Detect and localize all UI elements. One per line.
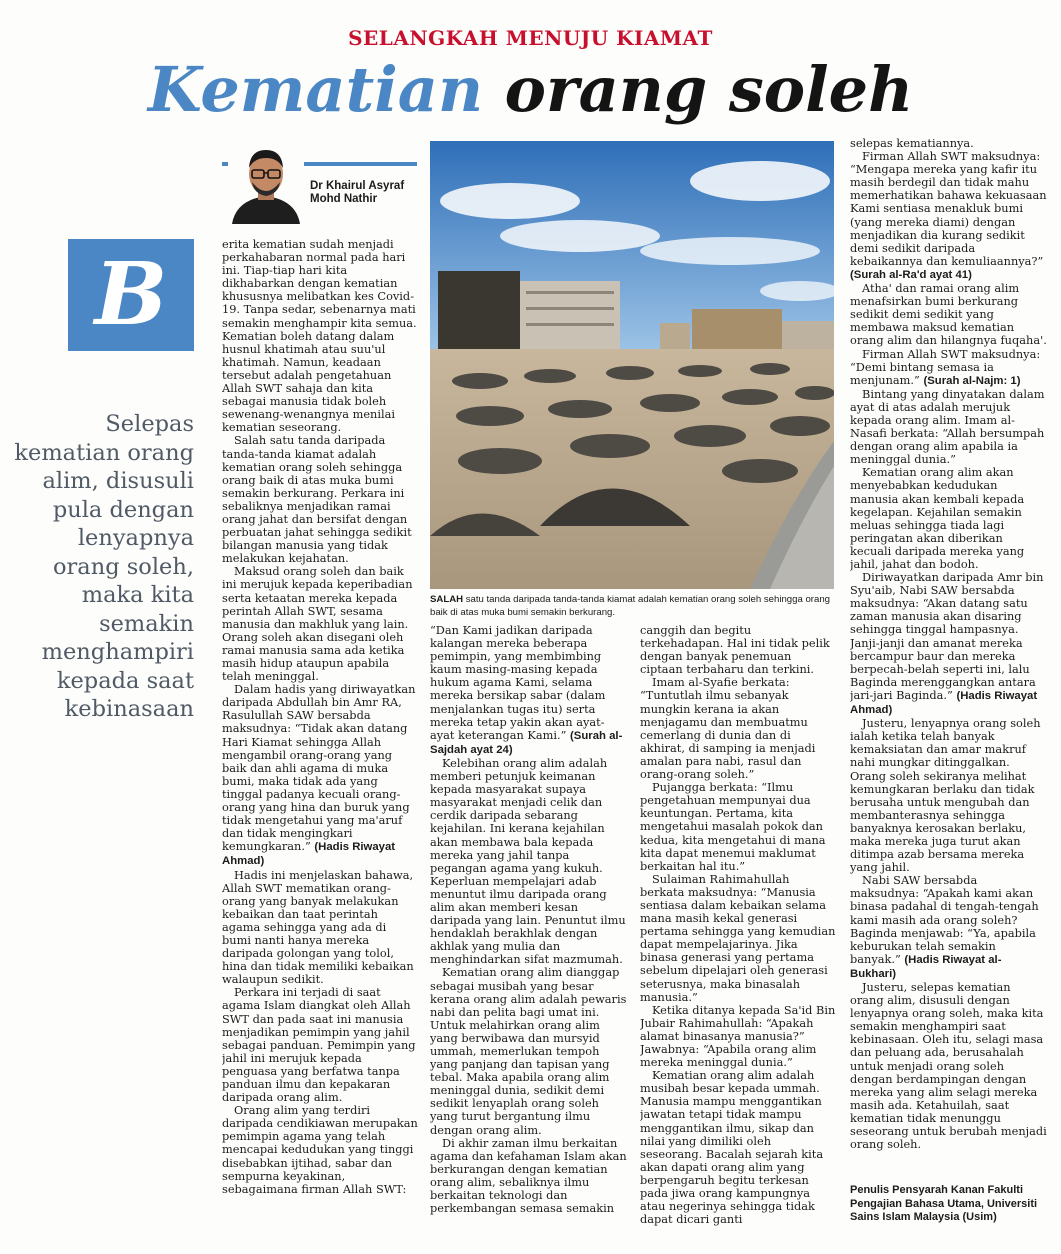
headline-part1: Kematian (147, 53, 484, 126)
hadith-reference: (Hadis Riwayat Ahmad) (222, 841, 396, 868)
paragraph: Maksud orang soleh dan baik ini merujuk kepada keperibadian serta ketaatan mereka kepada perintah Allah SWT, sesama manusia dan makhluk yang lain. Orang soleh akan disegani oleh ramai manusia sama ada ketika masih hidup ataupun apabila telah meninggal. (222, 564, 413, 684)
section-kicker: SELANGKAH MENUJU KIAMAT (348, 26, 713, 50)
paragraph (222, 683, 418, 868)
cemetery-photo (430, 141, 834, 589)
paragraph (850, 571, 1047, 717)
paragraph: canggih dan begitu terkehadapan. Hal ini tidak pelik dengan banyak penemuan ciptaan terbaharu dan terkini. (640, 624, 830, 677)
caption-lead: SALAH (430, 594, 464, 605)
paragraph: Pujangga berkata: “Ilmu pengetahuan mempunyai dua keuntungan. Pertama, kita mengetahui masalah pokok dan kedua, kita mengetahui di mana kita dapat menemui maklumat berkaitan hal itu.” (640, 780, 826, 873)
paragraph-text: Firman Allah SWT maksudnya: “Mengapa mereka yang kafir itu masih berdegil dan tidak mahu memerhatikan bahawa kekuasaan Kami sentiasa menakluk bumi (yang mereka diami) dengan menjadikan dia kurang sedikit demi sedikit daripada kebaikannya dan kemuliaannya?” (850, 149, 1047, 268)
article-column-4 (850, 137, 1047, 1250)
paragraph: Kematian orang alim adalah musibah besar kepada ummah. Manusia mampu menggantikan jawatan tetapi tidak mampu menggantikan ilmu, sikap dan nilai yang dimiliki oleh seseorang. Bacalah sejarah kita akan dapati orang alim yang berpengaruh begitu terkesan pada jiwa orang kampungnya atau negerinya sehingga tidak dapat dicari ganti (640, 1068, 824, 1227)
paragraph: Kelebihan orang alim adalah memberi petunjuk keimanan kepada masyarakat supaya masyarakat menjadi celik dan cerdik daripada sebarang kejahilan. Ini kerana kejahilan akan membawa bala kepada mereka yang jahil tanpa pegangan agama yang kukuh. Keperluan mempelajari adab menuntut ilmu daripada orang alim akan memberi kesan daripada yang lain. Penuntut ilmu hendaklah berakhlak dengan akhlak yang mulia dan menghindarkan sifat mazmumah. (430, 755, 626, 967)
quran-reference: (Surah al-Ra'd ayat 41) (850, 268, 972, 281)
article-column-2 (430, 624, 627, 1250)
paragraph: Orang alim yang terdiri daripada cendikiawan merupakan pemimpin agama yang telah mencapai kedudukan yang tinggi disebabkan ijtihad, sabar dan sempurna keyakinan, sebagaimana firman Allah SWT: (222, 1103, 418, 1196)
paragraph: Imam al-Syafie berkata: “Tuntutlah ilmu sebanyak mungkin kerana ia akan menjagamu dan membuatmu cemerlang di dunia dan di akhirat, di samping ia menjadi amalan para nabi, rasul dan orang-orang soleh.” (640, 675, 816, 782)
paragraph: Kematian orang alim akan menyebabkan kedudukan manusia akan kembali kepada kegelapan. Kejahilan semakin meluas sehingga tiada lagi peringatan akan diberikan kecuali daripada mereka yang jahil, jahat dan bodoh. (850, 465, 1025, 571)
paragraph-text: Dalam hadis yang diriwayatkan daripada Abdullah bin Amr RA, Rasulullah SAW bersabda maksudnya: “Tidak akan datang Hari Kiamat sehingga Allah mengambil orang-orang yang baik dan ahli agama di muka bumi, maka tidak ada yang tinggal padanya kecuali orang-orang yang hina dan buruk yang tidak mengetahui yang ma'aruf dan tidak mengingkari kemungkaran.” (222, 682, 416, 854)
author-photo (228, 142, 304, 224)
hadith-reference: (Hadis Riwayat al-Bukhari) (850, 953, 1002, 980)
article-column-3 (640, 624, 836, 1250)
hadith-reference: (Hadis Riwayat Ahmad) (850, 689, 1038, 717)
author-footnote: Penulis Pensyarah Kanan Fakulti Pengajian Bahasa Utama, Universiti Sains Islam Malaysia (Usim) (850, 1184, 1038, 1223)
paragraph (850, 348, 1047, 388)
paragraph: Ketika ditanya kepada Sa'id Bin Jubair Rahimahullah: “Apakah alamat binasanya manusia?” Jawabnya: “Apabila orang alim mereka meninggal dunia.” (640, 1002, 836, 1070)
paragraph: Bintang yang dinyatakan dalam ayat di atas adalah merujuk kepada orang alim. Imam al-Nasafi berkata: “Allah bersumpah dengan orang alim apabila ia meninggal dunia.” (850, 386, 1045, 467)
paragraph-text: Diriwayatkan daripada Amr bin Syu'aib, Nabi SAW bersabda maksudnya: “Akan datang satu zaman manusia akan disaring sehingga tinggal hampasnya. Janji-janji dan amanat mereka bercampur baur dan mereka berpecah-belah seperti ini, lalu Baginda merenggangkan antara jari-jari Baginda.” (850, 570, 1044, 702)
paragraph: Hadis ini menjelaskan bahawa, Allah SWT mematikan orang-orang yang banyak melakukan kebaikan dan taat perintah agama sehingga yang ada di bumi nanti hanya mereka daripada golongan yang tolol, hina dan tidak memiliki kebaikan walaupun sedikit. (222, 867, 414, 987)
paragraph: Salah satu tanda daripada tanda-tanda kiamat adalah kematian orang soleh sehingga orang baik di atas muka bumi semakin berkurang. Perkara ini sebaliknya menjadikan ramai orang jahat dan bersifat dengan perbuatan jahat sehingga sedikit bilangan manusia yang tidak melakukan kejahatan. (222, 433, 412, 566)
caption-text: satu tanda daripada tanda-tanda kiamat adalah kematian orang soleh sehingga orang baik di atas muka bumi semakin berkurang. (430, 594, 831, 618)
headline-part2: orang soleh (504, 53, 914, 126)
paragraph (850, 150, 1047, 282)
pull-quote: Selepas kematian orang alim, disusuli pula dengan lenyapnya orang soleh, maka kita semakin menghampiri kepada saat kebinasaan (14, 411, 194, 722)
paragraph: erita kematian sudah menjadi perkahabaran normal pada hari ini. Tiap-tiap hari kita dikhabarkan dengan kematian khususnya melibatkan kes Covid-19. Tanpa sedar, sebenarnya mati semakin menghampir kita semua. Kematian boleh datang dalam husnul khatimah atau suu'ul khatimah. Namun, keadaan tersebut adalah pengetahuan Allah SWT sahaja dan kita sebagai manusia tidak boleh sewenang-wenangnya menilai kematian seseorang. (222, 238, 417, 435)
paragraph: Di akhir zaman ilmu berkaitan agama dan kefahaman Islam akan berkurangan dengan kematian orang alim, sebaliknya ilmu berkaitan teknologi dan perkembangan semasa semakin (430, 1135, 627, 1216)
headline (0, 52, 1061, 128)
paragraph: Justeru, lenyapnya orang soleh ialah ketika telah banyak kemaksiatan dan amar makruf nahi mungkar ditinggalkan. Orang soleh sekiranya melihat kemungkaran berlaku dan tidak berusaha untuk mengubah dan membanterasnya sehingga banyaknya kerosakan berlaku, maka mereka juga turut akan ditimpa azab bersama mereka yang jahil. (850, 716, 1041, 875)
paragraph: Perkara ini terjadi di saat agama Islam diangkat oleh Allah SWT dan pada saat ini manusia menjadikan pemimpin yang jahil sebagai panduan. Pemimpin yang jahil ini merujuk kepada penguasa yang berfatwa tanpa panduan ilmu dan kepakaran daripada orang alim. (222, 985, 416, 1105)
paragraph (850, 874, 1047, 981)
paragraph-text: “Dan Kami jadikan daripada kalangan mereka beberapa pemimpin, yang membimbing kaum masing-masing kepada hukum agama Kami, selama mereka bersikap sabar (dalam menjalankan tugas itu) serta mereka tetap yakin akan ayat-ayat keterangan Kami.” (430, 624, 606, 742)
paragraph: Sulaiman Rahimahullah berkata maksudnya: “Manusia sentiasa dalam kebaikan selama mana masih kekal generasi pertama sehingga yang kemudian dapat mempelajarinya. Jika binasa generasi yang pertama sebelum dipelajari oleh generasi seterusnya, maka binasalah manusia.” (640, 871, 836, 1004)
paragraph (430, 624, 627, 757)
paragraph: Kematian orang alim dianggap sebagai musibah yang besar kerana orang alim adalah pewaris nabi dan pelita bagi umat ini. Untuk melahirkan orang alim yang berwibawa dan mursyid ummah, memerlukan tempoh yang panjang dan tapisan yang tebal. Maka apabila orang alim meninggal dunia, sedikit demi sedikit lenyaplah orang soleh yang turut bergantung ilmu dengan orang alim. (430, 965, 627, 1137)
paragraph: Justeru, selepas kematian orang alim, disusuli dengan lenyapnya orang soleh, maka kita semakin menghampiri saat kebinasaan. Oleh itu, selagi masa dan peluang ada, berusahalah untuk menjadi orang soleh dengan berdampingan dengan mereka yang alim selagi mereka masih ada. Ketahuilah, saat kematian tidak menunggu seseorang untuk berubah menjadi orang soleh. (850, 980, 1047, 1152)
author-name: Dr Khairul Asyraf Mohd Nathir (310, 180, 405, 205)
photo-caption (430, 594, 834, 619)
quran-reference: (Surah al-Sajdah ayat 24) (430, 729, 623, 756)
paragraph-text: Firman Allah SWT maksudnya: “Demi bintang semasa ia menjunam.” (850, 346, 1041, 387)
article-column-1 (222, 238, 418, 1250)
quran-reference: (Surah al-Najm: 1) (923, 374, 1021, 387)
paragraph: Atha' dan ramai orang alim menafsirkan bumi berkurang sedikit demi sedikit yang membawa maksud kematian orang alim dan hilangnya fuqaha'. (850, 281, 1047, 348)
paragraph-text: Nabi SAW bersabda maksudnya: “Apakah kami akan binasa padahal di tengah-tengah kami masih ada orang soleh? Baginda menjawab: “Ya, apabila keburukan telah semakin banyak.” (850, 873, 1039, 966)
paragraph: selepas kematiannya. (850, 137, 974, 150)
drop-cap: B (68, 239, 194, 351)
